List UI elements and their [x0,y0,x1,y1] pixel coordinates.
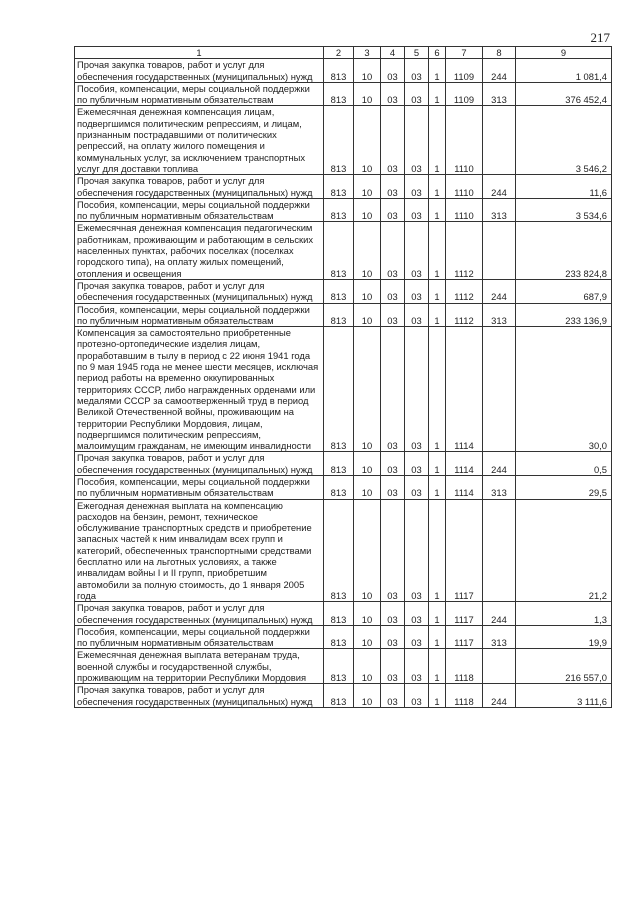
code-cell: 10 [354,649,381,684]
amount-cell: 19,9 [516,625,612,649]
code-cell [483,327,516,452]
table-row [75,82,612,106]
code-cell: 244 [483,684,516,708]
column-header: 8 [483,47,516,59]
table-row [75,684,612,708]
code-cell: 10 [354,475,381,499]
column-header: 3 [354,47,381,59]
code-cell: 1 [429,625,446,649]
code-cell: 813 [324,649,354,684]
amount-cell: 3 111,6 [516,684,612,708]
code-cell: 1110 [446,198,483,222]
amount-cell: 30,0 [516,327,612,452]
amount-cell: 376 452,4 [516,82,612,106]
code-cell: 03 [405,649,429,684]
code-cell: 10 [354,222,381,279]
code-cell [483,649,516,684]
code-cell: 10 [354,499,381,602]
amount-cell: 0,5 [516,452,612,476]
code-cell: 813 [324,475,354,499]
code-cell: 10 [354,303,381,327]
code-cell: 1114 [446,327,483,452]
column-header: 7 [446,47,483,59]
table-header-row [75,47,612,59]
code-cell: 1 [429,279,446,303]
code-cell: 313 [483,475,516,499]
row-name-cell: Пособия, компенсации, меры социальной поддержки по публичным нормативным обязательствам [75,198,324,222]
code-cell: 1 [429,499,446,602]
amount-cell: 233 136,9 [516,303,612,327]
code-cell: 03 [405,684,429,708]
code-cell: 1 [429,175,446,199]
table-row [75,303,612,327]
table-row [75,198,612,222]
table-row [75,59,612,83]
code-cell: 1 [429,327,446,452]
code-cell: 03 [405,475,429,499]
row-name-cell: Ежемесячная денежная выплата ветеранам труда, военной службы и государственной службы, проживающим на территории Республики Мордовия [75,649,324,684]
code-cell: 03 [381,625,405,649]
column-header: 4 [381,47,405,59]
row-name-cell: Прочая закупка товаров, работ и услуг для обеспечения государственных (муниципальных) нужд [75,279,324,303]
row-name-cell: Пособия, компенсации, меры социальной поддержки по публичным нормативным обязательствам [75,303,324,327]
code-cell: 813 [324,327,354,452]
row-name-cell: Прочая закупка товаров, работ и услуг для обеспечения государственных (муниципальных) нужд [75,684,324,708]
code-cell: 03 [405,452,429,476]
code-cell: 10 [354,279,381,303]
table-row [75,602,612,626]
amount-cell: 1 081,4 [516,59,612,83]
code-cell: 1117 [446,499,483,602]
code-cell: 03 [381,82,405,106]
row-name-cell: Пособия, компенсации, меры социальной поддержки по публичным нормативным обязательствам [75,82,324,106]
code-cell: 03 [381,649,405,684]
amount-cell: 233 824,8 [516,222,612,279]
code-cell: 03 [381,303,405,327]
code-cell: 03 [381,222,405,279]
code-cell: 313 [483,198,516,222]
code-cell: 1 [429,303,446,327]
code-cell: 1109 [446,59,483,83]
amount-cell: 1,3 [516,602,612,626]
code-cell: 03 [405,499,429,602]
row-name-cell: Пособия, компенсации, меры социальной поддержки по публичным нормативным обязательствам [75,625,324,649]
code-cell: 1117 [446,602,483,626]
code-cell: 813 [324,59,354,83]
code-cell: 813 [324,222,354,279]
code-cell: 10 [354,625,381,649]
code-cell: 1112 [446,303,483,327]
code-cell: 10 [354,327,381,452]
code-cell: 1109 [446,82,483,106]
code-cell: 813 [324,625,354,649]
column-header: 9 [516,47,612,59]
code-cell: 03 [405,279,429,303]
row-name-cell: Ежемесячная денежная компенсация лицам, подвергшимся политическим репрессиям, и лицам, признанным пострадавшими от политических репрессий, на оплату жилого помещения и коммунальных услуг, за исключением транспортных услуг для доставки топлива [75,106,324,175]
table-row [75,106,612,175]
code-cell [483,106,516,175]
code-cell: 1114 [446,475,483,499]
code-cell: 1 [429,684,446,708]
code-cell: 813 [324,279,354,303]
row-name-cell: Компенсация за самостоятельно приобретенные протезно-ортопедические изделия лицам, проработавшим в тылу в период с 22 июня 1941 года по 9 мая 1945 года не менее шести месяцев, исключая период работы на временно оккупированных территориях СССР, либо награжденных орденами или медалями СССР за самоотверженный труд в период Великой Отечественной войны, проживающим на территории Республики Мордовия, лицам, подвергшимся политическим репрессиям, малоимущим гражданам, не имеющим инвалидности [75,327,324,452]
code-cell: 10 [354,106,381,175]
row-name-cell: Прочая закупка товаров, работ и услуг для обеспечения государственных (муниципальных) нужд [75,602,324,626]
amount-cell: 3 534,6 [516,198,612,222]
code-cell: 313 [483,625,516,649]
row-name-cell: Ежегодная денежная выплата на компенсацию расходов на бензин, ремонт, техническое обслуживание транспортных средств и приобретение запасных частей к ним инвалидам всех групп и категорий, обеспеченных транспортными средствами бесплатно или на льготных условиях, а также инвалидам войны I и II групп, приобретшим автомобили за полную стоимость, до 1 января 2005 года [75,499,324,602]
row-name-cell: Прочая закупка товаров, работ и услуг для обеспечения государственных (муниципальных) нужд [75,452,324,476]
amount-cell: 216 557,0 [516,649,612,684]
code-cell: 1 [429,106,446,175]
code-cell: 03 [405,602,429,626]
code-cell: 03 [405,175,429,199]
code-cell: 813 [324,175,354,199]
code-cell: 10 [354,452,381,476]
table-row [75,625,612,649]
code-cell: 1110 [446,106,483,175]
code-cell: 1 [429,649,446,684]
code-cell: 03 [405,222,429,279]
code-cell: 03 [405,59,429,83]
code-cell: 1 [429,475,446,499]
code-cell [483,222,516,279]
code-cell: 10 [354,684,381,708]
table-row [75,175,612,199]
column-header: 5 [405,47,429,59]
code-cell: 1114 [446,452,483,476]
code-cell: 03 [381,106,405,175]
code-cell: 1118 [446,684,483,708]
code-cell: 313 [483,303,516,327]
code-cell: 1 [429,452,446,476]
code-cell: 03 [405,303,429,327]
code-cell: 1 [429,59,446,83]
code-cell: 1112 [446,279,483,303]
amount-cell: 687,9 [516,279,612,303]
code-cell: 03 [405,82,429,106]
table-row [75,475,612,499]
code-cell: 03 [381,602,405,626]
amount-cell: 29,5 [516,475,612,499]
code-cell: 313 [483,82,516,106]
table-row [75,222,612,279]
code-cell: 813 [324,602,354,626]
row-name-cell: Ежемесячная денежная компенсация педагогическим работникам, проживающим и работающим в сельских населенных пунктах, рабочих поселках (поселках городского типа), на оплату жилых помещений, отопления и освещения [75,222,324,279]
code-cell: 03 [405,327,429,452]
code-cell: 1118 [446,649,483,684]
code-cell: 03 [381,475,405,499]
table-row [75,327,612,452]
code-cell: 03 [405,625,429,649]
code-cell: 03 [381,198,405,222]
table-row [75,279,612,303]
code-cell: 813 [324,499,354,602]
code-cell: 03 [381,684,405,708]
code-cell: 1110 [446,175,483,199]
code-cell: 244 [483,279,516,303]
table-row [75,452,612,476]
code-cell: 03 [381,59,405,83]
table-body [75,59,612,708]
code-cell: 813 [324,106,354,175]
code-cell: 03 [381,327,405,452]
code-cell: 813 [324,303,354,327]
code-cell: 813 [324,684,354,708]
code-cell: 1117 [446,625,483,649]
budget-table [74,46,612,708]
row-name-cell: Прочая закупка товаров, работ и услуг для обеспечения государственных (муниципальных) нужд [75,175,324,199]
code-cell: 10 [354,59,381,83]
row-name-cell: Пособия, компенсации, меры социальной поддержки по публичным нормативным обязательствам [75,475,324,499]
code-cell: 10 [354,602,381,626]
code-cell: 244 [483,175,516,199]
column-header: 2 [324,47,354,59]
row-name-cell: Прочая закупка товаров, работ и услуг для обеспечения государственных (муниципальных) нужд [75,59,324,83]
code-cell: 10 [354,82,381,106]
code-cell: 03 [381,499,405,602]
code-cell: 03 [405,106,429,175]
code-cell: 1 [429,602,446,626]
code-cell: 03 [381,175,405,199]
amount-cell: 3 546,2 [516,106,612,175]
code-cell [483,499,516,602]
code-cell: 03 [381,452,405,476]
code-cell: 1 [429,222,446,279]
code-cell: 1 [429,198,446,222]
amount-cell: 11,6 [516,175,612,199]
code-cell: 244 [483,602,516,626]
column-header: 1 [75,47,324,59]
code-cell: 10 [354,175,381,199]
code-cell: 813 [324,452,354,476]
code-cell: 813 [324,82,354,106]
amount-cell: 21,2 [516,499,612,602]
code-cell: 10 [354,198,381,222]
code-cell: 03 [381,279,405,303]
code-cell: 1112 [446,222,483,279]
code-cell: 244 [483,59,516,83]
table-row [75,649,612,684]
page-number: 217 [590,30,610,45]
code-cell: 03 [405,198,429,222]
code-cell: 244 [483,452,516,476]
code-cell: 813 [324,198,354,222]
code-cell: 1 [429,82,446,106]
column-header: 6 [429,47,446,59]
table-row [75,499,612,602]
